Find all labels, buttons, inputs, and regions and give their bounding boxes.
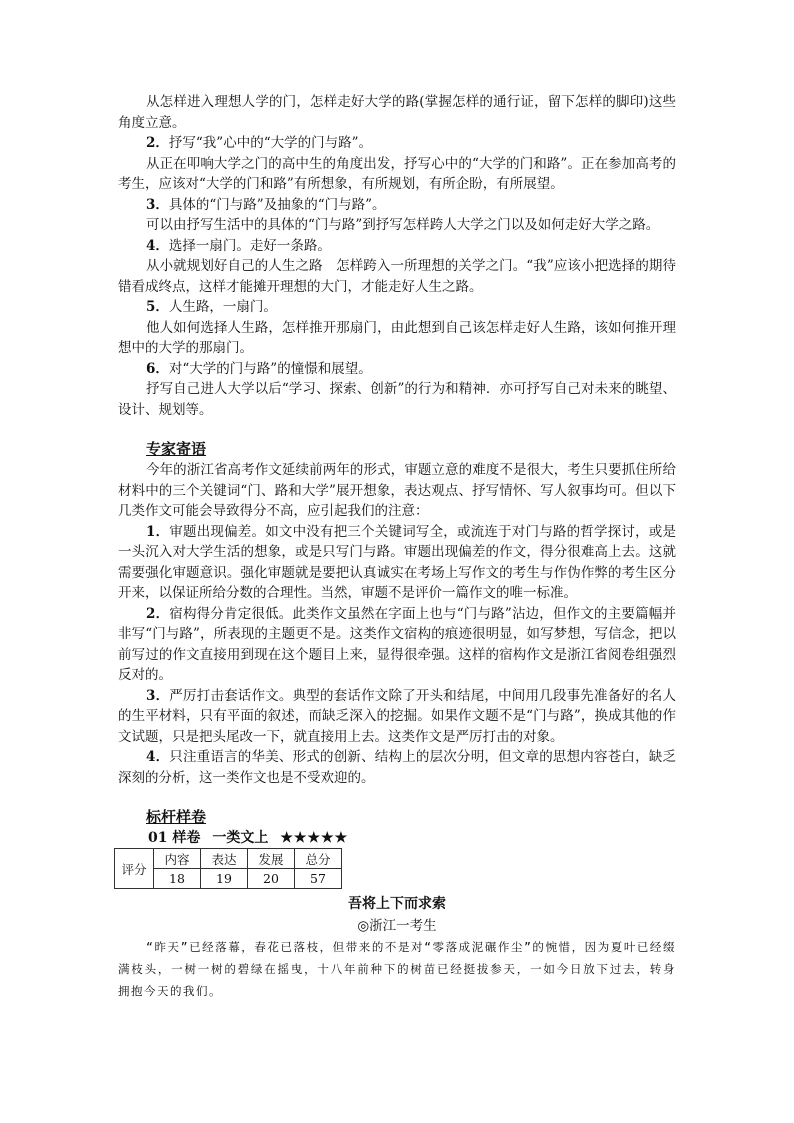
item-body: 抒写自己进人大学以后“学习、探索、创新”的行为和精神．亦可抒写自己对未来的眺望、设计、规划等。 xyxy=(118,381,676,418)
expert-point-4 xyxy=(118,747,676,788)
item-title: 具体的“门与路”及抽象的“门与路”。 xyxy=(168,196,386,213)
point-number: 2． xyxy=(146,605,170,622)
essay-author: ◎浙江一考生 xyxy=(357,918,437,934)
item-heading xyxy=(118,297,676,318)
point-number: 1． xyxy=(146,523,170,540)
point-text: 严厉打击套话作文。典型的套话作文除了开头和结尾，中间用几段事先准备好的名人的生平材料，只有平面的叙述，而缺乏深入的挖掘。如果作文题不是“门与路”，换成其他的作文试题，只是把头尾改一下，就直接用上去。这类作文是严厉打击的对象。 xyxy=(118,687,676,745)
table-row-label: 评分 xyxy=(115,849,154,889)
rating-stars: ★★★★★ xyxy=(280,830,349,846)
item-title: 人生路，一扇门。 xyxy=(168,299,277,315)
table-cell: 20 xyxy=(248,869,295,889)
item-5 xyxy=(118,297,676,359)
item-title: 抒写“我”心中的“大学的门与路”。 xyxy=(168,135,373,151)
item-heading xyxy=(118,133,676,154)
table-cell: 19 xyxy=(201,869,248,889)
item-body: 他人如何选择人生路，怎样推开那扇门，由此想到自己该怎样走好人生路，该如何推开理想中的大学的那扇门。 xyxy=(118,319,676,356)
item-body: 从小就规划好自己的人生之路 怎样跨入一所理想的关学之门。“我”应该小把选择的期待错看成终点，这样才能摊开理想的大门，才能走好人生之路。 xyxy=(118,258,676,295)
item-number: 2． xyxy=(146,135,169,151)
item-title: 选择一扇门。走好一条路。 xyxy=(168,237,331,254)
sample-header xyxy=(118,828,676,848)
table-header: 总分 xyxy=(295,849,342,869)
expert-heading: 专家寄语 xyxy=(146,440,207,458)
item-title: 对“大学的门与路”的憧憬和展望。 xyxy=(168,360,372,377)
table-row xyxy=(115,849,342,869)
table-header: 表达 xyxy=(201,849,248,869)
item-number: 5． xyxy=(146,299,169,315)
expert-point-1 xyxy=(118,522,676,604)
item-heading xyxy=(118,236,676,257)
expert-intro: 今年的浙江省高考作文延续前两年的形式，审题立意的难度不是很大，考生只要抓住所给材料中的三个关键词“门、路和大学”展开想象，表达观点、抒写情怀、写人叙事均可。但以下几类作文可能会导致得分不高，应引起我们的注意： xyxy=(118,462,676,519)
point-number: 3． xyxy=(146,687,170,704)
item-body: 从正在叩响大学之门的高中生的角度出发，抒写心中的“大学的门和路”。正在参加高考的考生，应该对“大学的门和路”有所想象，有所规划，有所企盼，有所展望。 xyxy=(118,155,676,192)
item-2 xyxy=(118,133,676,195)
point-text: 宿构得分肯定很低。此类作文虽然在字面上也与“门与路”沾边，但作文的主要篇幅并非写“门与路”，所表现的主题更不是。这类作文宿构的痕迹很明显，如写梦想，写信念，把以前写过的作文直接用到现在这个题目上来，显得很牵强。这样的宿构作文是浙江省阅卷组强烈反对的。 xyxy=(118,605,676,683)
benchmark-heading: 标杆样卷 xyxy=(146,808,207,826)
point-text: 审题出现偏差。如文中没有把三个关键词写全，或流连于对门与路的哲学探讨，或是一头沉入对大学生活的想象，或是只写门与路。审题出现偏差的作文，得分很难高上去。这就需要强化审题意识。强化审题就是要把认真诚实在考场上写作文的考生与作伪作弊的考生区分开来，以保证所给分数的合理性。当然，审题不是评价一篇作文的唯一标准。 xyxy=(118,523,676,601)
sample-grade: 一类文上 xyxy=(212,830,269,846)
table-header: 发展 xyxy=(248,849,295,869)
item-4 xyxy=(118,236,676,298)
item-body: 可以由抒写生活中的具体的“门与路”到抒写怎样跨人大学之门以及如何走好大学之路。 xyxy=(146,217,660,233)
essay-body: “昨天”已经落幕，春花已落枝，但带来的不是对“零落成泥碾作尘”的惋惜，因为夏叶已经缀满枝头，一树一树的碧绿在摇曳，十八年前种下的树苗已经挺拔参天，一如今日放下过去，转身拥抱今天的我们。 xyxy=(118,940,676,998)
expert-point-2 xyxy=(118,604,676,686)
item-number: 6． xyxy=(146,360,169,377)
item-heading xyxy=(118,195,676,216)
item-3 xyxy=(118,195,676,236)
document-page xyxy=(118,92,676,1002)
table-cell: 57 xyxy=(295,869,342,889)
expert-point-3 xyxy=(118,686,676,748)
item-6 xyxy=(118,359,676,421)
item-number: 4． xyxy=(146,237,169,254)
score-table xyxy=(114,848,342,889)
sample-label: 01 样卷 xyxy=(148,830,201,846)
item-number: 3． xyxy=(146,196,169,213)
point-number: 4． xyxy=(146,749,170,765)
table-cell: 18 xyxy=(154,869,201,889)
table-header: 内容 xyxy=(154,849,201,869)
point-text: 只注重语言的华美、形式的创新、结构上的层次分明，但文章的思想内容苍白，缺乏深刻的分析，这一类作文也是不受欢迎的。 xyxy=(118,749,676,786)
essay-title: 吾将上下而求索 xyxy=(348,896,446,912)
intro-paragraph: 从怎样进入理想人学的门，怎样走好大学的路(掌握怎样的通行证，留下怎样的脚印)这些角度立意。 xyxy=(118,94,676,131)
item-heading xyxy=(118,359,676,380)
